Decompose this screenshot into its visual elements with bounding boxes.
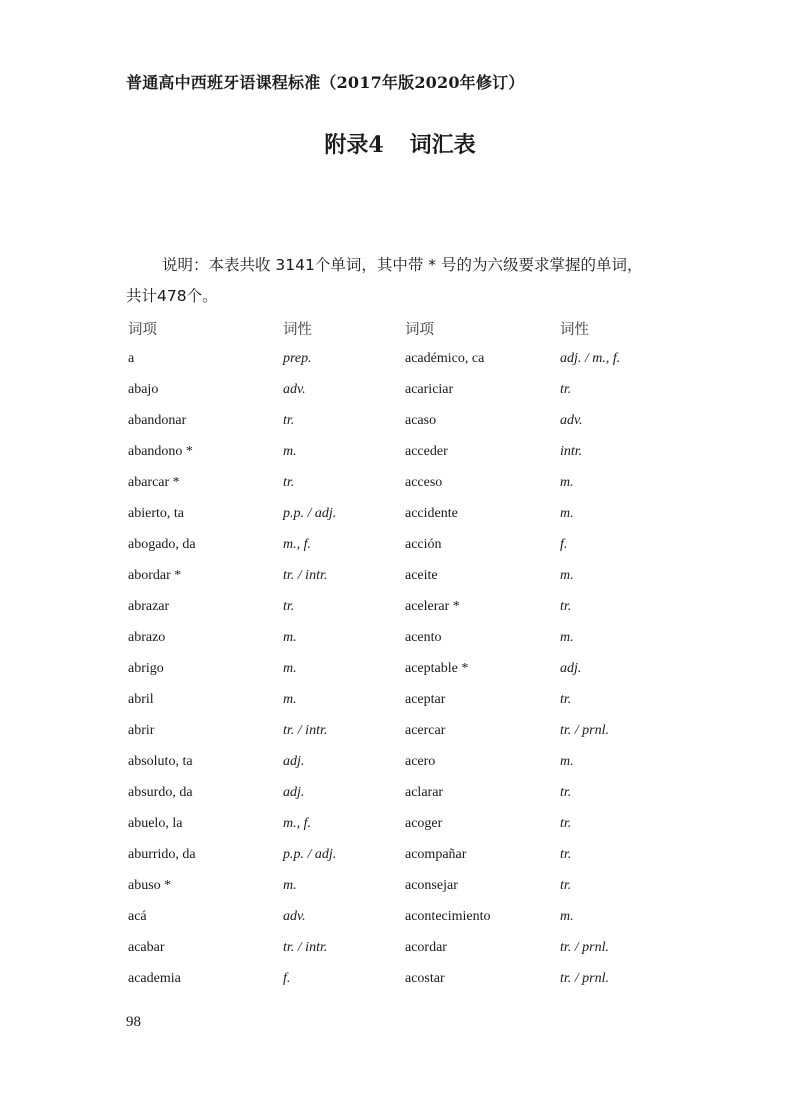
part-of-speech: m. — [283, 444, 297, 459]
part-of-speech: tr. — [560, 382, 572, 397]
entry-word: académico, ca — [405, 351, 485, 366]
part-of-speech: m. — [283, 630, 297, 645]
description-line-1: 说明：本表共收 3141个单词，其中带 * 号的为六级要求掌握的单词， — [162, 256, 643, 274]
entry-word: abordar * — [128, 568, 182, 583]
table-row — [0, 778, 800, 809]
part-of-speech: tr. — [560, 599, 572, 614]
part-of-speech: adv. — [283, 382, 306, 397]
page-number: 98 — [126, 1014, 141, 1030]
entry-word: abierto, ta — [128, 506, 184, 521]
part-of-speech: m. — [283, 878, 297, 893]
table-row — [0, 685, 800, 716]
part-of-speech: tr. — [283, 413, 295, 428]
table-row — [0, 964, 800, 995]
part-of-speech: tr. — [560, 692, 572, 707]
part-of-speech: tr. / prnl. — [560, 723, 610, 738]
running-header: 普通高中西班牙语课程标准（2017年版2020年修订） — [126, 73, 525, 92]
entry-word: acaso — [405, 413, 437, 428]
entry-word: abajo — [128, 382, 159, 397]
part-of-speech: tr. — [283, 599, 295, 614]
part-of-speech: m., f. — [283, 816, 311, 831]
entry-word: abandono * — [128, 444, 193, 459]
part-of-speech: m. — [560, 754, 574, 769]
entry-word: abrazar — [128, 599, 170, 614]
part-of-speech: prep. — [283, 351, 312, 366]
entry-word: academia — [128, 971, 181, 986]
entry-word: acercar — [405, 723, 446, 738]
table-row — [0, 592, 800, 623]
appendix-name: 词汇表 — [409, 132, 476, 158]
part-of-speech: tr. / intr. — [283, 723, 328, 738]
entry-word: abrazo — [128, 630, 166, 645]
table-row — [0, 561, 800, 592]
entry-word: acoger — [405, 816, 443, 831]
part-of-speech: tr. / prnl. — [560, 971, 610, 986]
entry-word: acabar — [128, 940, 165, 955]
entry-word: aclarar — [405, 785, 444, 800]
table-row — [0, 840, 800, 871]
table-row — [0, 375, 800, 406]
part-of-speech: tr. — [560, 847, 572, 862]
part-of-speech: m. — [283, 692, 297, 707]
appendix-number: 附录4 — [324, 132, 384, 158]
entry-word: abogado, da — [128, 537, 196, 552]
table-row — [0, 499, 800, 530]
table-row — [0, 933, 800, 964]
entry-word: accidente — [405, 506, 458, 521]
entry-word: acá — [128, 909, 147, 924]
table-row — [0, 530, 800, 561]
table-row — [0, 654, 800, 685]
entry-word: acento — [405, 630, 442, 645]
entry-word: acostar — [405, 971, 445, 986]
part-of-speech: tr. / intr. — [283, 568, 328, 583]
entry-word: absurdo, da — [128, 785, 193, 800]
part-of-speech: adj. — [283, 785, 305, 800]
entry-word: acceso — [405, 475, 443, 490]
part-of-speech: tr. / intr. — [283, 940, 328, 955]
part-of-speech: adv. — [560, 413, 583, 428]
part-of-speech: p.p. / adj. — [283, 506, 337, 521]
table-row — [0, 468, 800, 499]
entry-word: aconsejar — [405, 878, 458, 893]
part-of-speech: m., f. — [283, 537, 311, 552]
entry-word: aceptar — [405, 692, 446, 707]
table-row — [0, 809, 800, 840]
description-line-2: 共计478个。 — [126, 287, 218, 305]
part-of-speech: p.p. / adj. — [283, 847, 337, 862]
part-of-speech: m. — [560, 909, 574, 924]
entry-word: acompañar — [405, 847, 467, 862]
table-row — [0, 344, 800, 375]
entry-word: acción — [405, 537, 442, 552]
entry-word: abril — [128, 692, 154, 707]
description — [126, 250, 686, 312]
entry-word: abandonar — [128, 413, 187, 428]
part-of-speech: m. — [283, 661, 297, 676]
entry-word: acordar — [405, 940, 447, 955]
part-of-speech: adv. — [283, 909, 306, 924]
header-word-1: 词项 — [128, 322, 157, 338]
entry-word: acontecimiento — [405, 909, 491, 924]
entry-word: abrir — [128, 723, 155, 738]
part-of-speech: m. — [560, 630, 574, 645]
header-pos-2: 词性 — [560, 322, 589, 338]
entry-word: abarcar * — [128, 475, 180, 490]
header-pos-1: 词性 — [283, 322, 312, 338]
entry-word: abuelo, la — [128, 816, 183, 831]
part-of-speech: m. — [560, 506, 574, 521]
table-header — [0, 318, 800, 342]
entry-word: acero — [405, 754, 436, 769]
part-of-speech: adj. — [283, 754, 305, 769]
part-of-speech: tr. / prnl. — [560, 940, 610, 955]
header-word-2: 词项 — [405, 322, 434, 338]
table-row — [0, 747, 800, 778]
table-row — [0, 716, 800, 747]
entry-word: aceite — [405, 568, 438, 583]
vocabulary-table — [0, 344, 800, 995]
entry-word: acariciar — [405, 382, 454, 397]
part-of-speech: m. — [560, 475, 574, 490]
entry-word: acelerar * — [405, 599, 460, 614]
entry-word: acceder — [405, 444, 448, 459]
entry-word: aceptable * — [405, 661, 469, 676]
entry-word: aburrido, da — [128, 847, 196, 862]
table-row — [0, 902, 800, 933]
part-of-speech: tr. — [283, 475, 295, 490]
part-of-speech: f. — [560, 537, 568, 552]
table-row — [0, 623, 800, 654]
part-of-speech: tr. — [560, 816, 572, 831]
table-row — [0, 871, 800, 902]
part-of-speech: tr. — [560, 785, 572, 800]
part-of-speech: m. — [560, 568, 574, 583]
part-of-speech: adj. / m., f. — [560, 351, 621, 366]
entry-word: abuso * — [128, 878, 172, 893]
entry-word: absoluto, ta — [128, 754, 193, 769]
part-of-speech: f. — [283, 971, 291, 986]
part-of-speech: adj. — [560, 661, 582, 676]
table-row — [0, 406, 800, 437]
table-row — [0, 437, 800, 468]
page-title — [0, 128, 800, 159]
entry-word: a — [128, 351, 135, 366]
entry-word: abrigo — [128, 661, 164, 676]
part-of-speech: tr. — [560, 878, 572, 893]
part-of-speech: intr. — [560, 444, 583, 459]
